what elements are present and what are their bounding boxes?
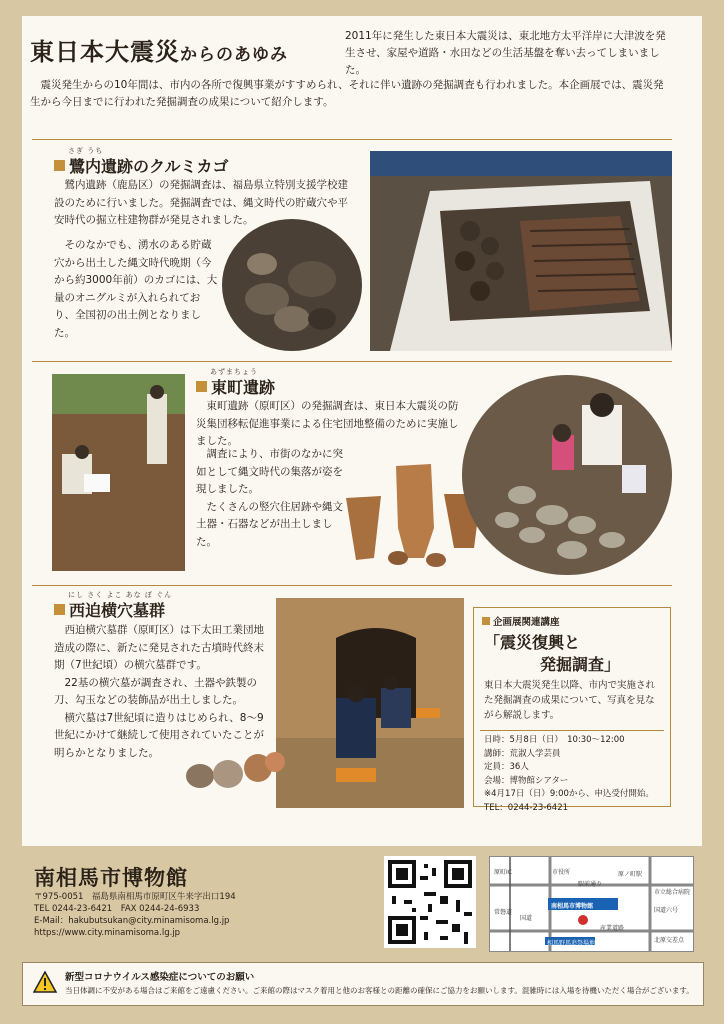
section1-para-2: そのなかでも、湧水のある貯蔵穴から出土した縄文時代晩期（今から約3000年前）のカゴには、大量のオニグルミが入れられており、全国初の出土例となりました。 <box>54 239 218 339</box>
map-label-museum: 南相馬市博物館 <box>551 903 594 910</box>
lecture-title-line2: 発掘調査」 <box>540 655 621 674</box>
dwelling-pit-photo <box>462 375 672 575</box>
map-label: 市役所 <box>552 869 571 876</box>
map-label: 原町IC <box>494 869 512 876</box>
map-label: 産業道路 <box>600 925 625 932</box>
museum-tel-fax: TEL 0244-23-6421 FAX 0244-24-6933 <box>34 904 200 914</box>
museum-name: 南相馬市博物館 <box>34 866 188 890</box>
lecture-lecturer: 講師：荒淑人学芸員 <box>484 748 561 759</box>
section2-title <box>196 375 275 398</box>
square-bullet-icon <box>54 604 65 615</box>
page-title <box>30 32 288 67</box>
section2-title-text: 東町遺跡 <box>211 378 276 397</box>
section2-para-2: 調査により、市街のなかに突如として縄文時代の集落が姿を現しました。 <box>196 448 343 495</box>
basket-photo <box>370 151 672 351</box>
title-sub-text: からのあゆみ <box>180 45 288 65</box>
map-label: 北原交差点 <box>654 937 685 944</box>
divider <box>480 730 664 731</box>
section2-para-1: 東町遺跡（原町区）の発掘調査は、東日本大震災の防災集団移転促進事業による住宅団地整備のために実施しました。 <box>196 400 459 447</box>
square-bullet-icon <box>54 160 65 171</box>
excavation-site-photo <box>52 374 185 571</box>
square-bullet-icon <box>196 381 207 392</box>
section1-title-text: 鷺内遺跡のクルミカゴ <box>69 157 229 176</box>
section1-body-2 <box>54 237 220 342</box>
lecture-date: 日時：5月8日（日） 10:30～12:00 <box>484 735 625 745</box>
section3-ruby: にし さく よこ あな ぼ ぐん <box>68 591 173 599</box>
lecture-heading <box>482 614 560 628</box>
map-label: 国道六号 <box>654 907 679 914</box>
lecture-heading-text: 企画展関連講座 <box>493 617 560 628</box>
section2-ruby: あずまちょう <box>210 368 258 376</box>
grave-goods-photo <box>180 742 290 798</box>
museum-address: 〒975-0051 福島県南相馬市原町区牛来字出口194 <box>34 892 236 902</box>
lecture-note: ※4月17日（日）9:00から、申込受付開始。 <box>484 789 654 799</box>
lecture-title-line1: 「震災復興と <box>484 633 581 652</box>
section1-title <box>54 154 229 177</box>
notice-title: 新型コロナウイルス感染症についてのお願い <box>65 972 255 983</box>
lecture-details <box>484 734 654 815</box>
intro-text-2: 震災発生からの10年間は、市内の各所で復興事業がすすめられ、それに伴い遺跡の発掘調査も行われました。本企画展では、震災発生から今日までに行われた発掘調査の成果について紹介します。 <box>30 79 664 108</box>
qr-code[interactable] <box>384 856 476 948</box>
map-label: 市立総合病院 <box>654 889 691 896</box>
section2-body-2 <box>196 446 352 551</box>
lecture-tel: TEL：0244-23-6421 <box>484 802 569 813</box>
section2-body <box>196 398 460 451</box>
square-bullet-icon <box>482 617 490 625</box>
lecture-capacity: 定員：36人 <box>484 762 529 772</box>
museum-contact <box>34 891 236 939</box>
lecture-venue: 会場：博物館シアター <box>484 775 569 786</box>
lecture-description: 東日本大震災発生以降、市内で実施された発掘調査の成果について、写真を見ながら解説します。 <box>484 680 656 721</box>
section1-para-1: 鷺内遺跡（鹿島区）の発掘調査は、福島県立特別支援学校建設のために行いました。発掘調査では、縄文時代の貯蔵穴や平安時代の掘立柱建物群が発見されました。 <box>54 179 348 226</box>
section3-title-text: 西迫横穴墓群 <box>69 601 166 620</box>
map-label: 相馬野馬追祭場地 <box>547 940 596 947</box>
museum-email[interactable]: E-Mail：hakubutsukan@city.minamisoma.lg.jp <box>34 916 230 926</box>
divider <box>32 585 672 586</box>
divider <box>32 139 672 140</box>
section3-para-1: 西迫横穴墓群（原町区）は下太田工業団地造成の際に、新たに発見された古墳時代終末期（7世紀頃）の横穴墓群です。 <box>54 624 264 671</box>
walnut-closeup-photo <box>222 219 362 351</box>
lecture-info-box <box>473 607 671 813</box>
map-label: 国道 <box>520 915 533 922</box>
section2-para-3: たくさんの竪穴住居跡や縄文土器・石器などが出土しました。 <box>196 500 343 548</box>
covid-notice <box>22 962 704 1006</box>
section1-ruby: さぎ うち <box>68 147 104 155</box>
museum-url[interactable]: https://www.city.minamisoma.lg.jp <box>34 928 181 938</box>
map-label: 駅前通り <box>578 881 603 888</box>
access-map <box>489 856 694 952</box>
warning-icon <box>33 971 57 993</box>
intro-text-1: 2011年に発生した東日本大震災は、東北地方太平洋岸に大津波を発生させ、家屋や道路・水田などの生活基盤を奪い去ってしまいました。 <box>345 30 666 76</box>
map-label: 常磐道 <box>494 909 513 916</box>
section3-body <box>54 622 268 762</box>
title-main-text: 東日本大震災 <box>30 38 180 66</box>
section3-para-3: 横穴墓は7世紀頃に造りはじめられ、8～9世紀にかけて継続して使用されていたことが明らかとなりました。 <box>54 711 264 759</box>
section3-title <box>54 598 165 621</box>
notice-text: 当日体調に不安がある場合はご来館をご遠慮ください。ご来館の際はマスク着用と他のお客様との距離の確保にご協力をお願いします。混雑時には入場を待機いただく場合がございます。 <box>65 986 694 995</box>
section3-para-2: 22基の横穴墓が調査され、土器や鉄製の刀、勾玉などの装飾品が出土しました。 <box>54 676 257 706</box>
tomb-excavation-photo <box>276 598 464 808</box>
map-label: 原ノ町駅 <box>618 871 643 878</box>
divider <box>32 361 672 362</box>
